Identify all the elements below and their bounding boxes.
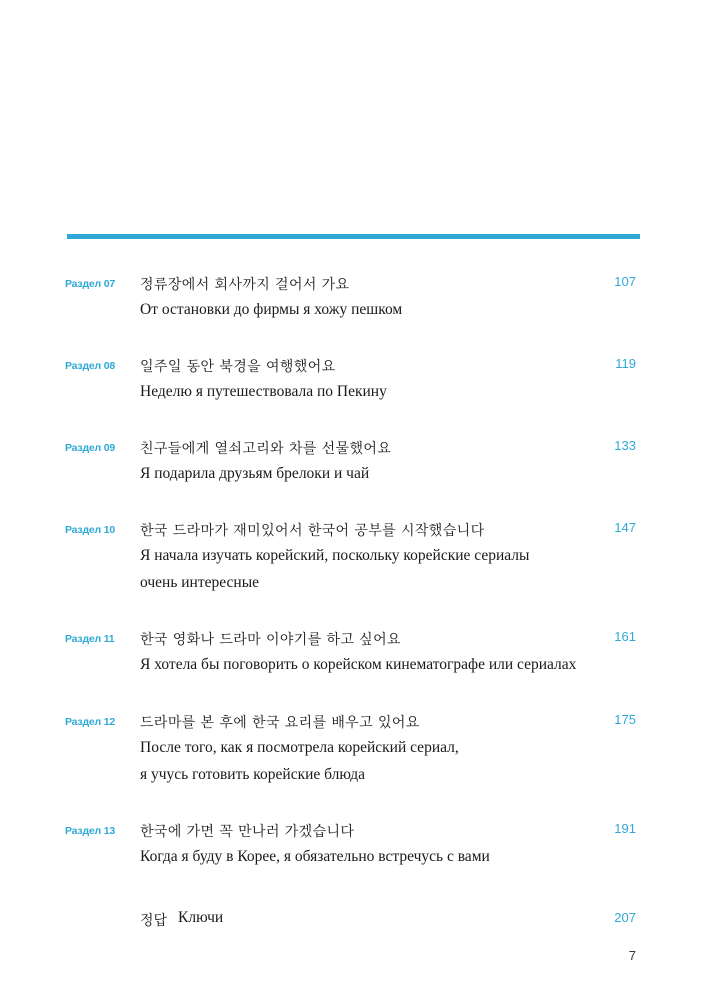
russian-title: Я начала изучать корейский, поскольку корейские сериалы [140,547,530,564]
section-label: Раздел 11 [65,633,115,645]
russian-title-continued: я учусь готовить корейские блюда [140,766,365,783]
russian-title: Я хотела бы поговорить о корейском кинематографе или сериалах [140,656,577,673]
page-number: 191 [614,821,636,836]
russian-title-continued: очень интересные [140,574,259,591]
section-label: Раздел 09 [65,442,116,454]
russian-title: Неделю я путешествовала по Пекину [140,383,387,400]
korean-title: 정류장에서 회사까지 걸어서 가요 [140,277,350,293]
korean-title: 친구들에게 열쇠고리와 차를 선물했어요 [140,441,392,457]
section-label: Раздел 07 [65,278,116,290]
section-label: Раздел 13 [65,825,116,837]
korean-title: 한국에 가면 꼭 만나러 가겠습니다 [140,824,355,840]
section-label: Раздел 12 [65,716,116,728]
korean-title: 드라마를 본 후에 한국 요리를 배우고 있어요 [140,715,420,731]
page-number: 119 [615,356,636,371]
page-number: 161 [614,629,636,644]
page-number: 133 [614,438,636,453]
answers-korean-title: 정답 [140,913,168,929]
korean-title: 한국 영화나 드라마 이야기를 하고 싶어요 [140,632,401,648]
page-number: 107 [614,274,636,289]
page-folio: 7 [628,948,636,963]
answers-russian-title: Ключи [178,909,224,926]
page-number: 207 [614,910,636,925]
section-label: Раздел 10 [65,524,116,536]
russian-title: Когда я буду в Корее, я обязательно встречусь с вами [140,848,490,865]
russian-title: От остановки до фирмы я хожу пешком [140,301,403,318]
korean-title: 한국 드라마가 재미있어서 한국어 공부를 시작했습니다 [140,523,485,539]
section-label: Раздел 08 [65,360,116,372]
page-number: 147 [614,520,636,535]
russian-title: После того, как я посмотрела корейский сериал, [140,739,459,756]
page-number: 175 [614,712,636,727]
russian-title: Я подарила друзьям брелоки и чай [140,465,370,482]
korean-title: 일주일 동안 북경을 여행했어요 [140,359,336,375]
